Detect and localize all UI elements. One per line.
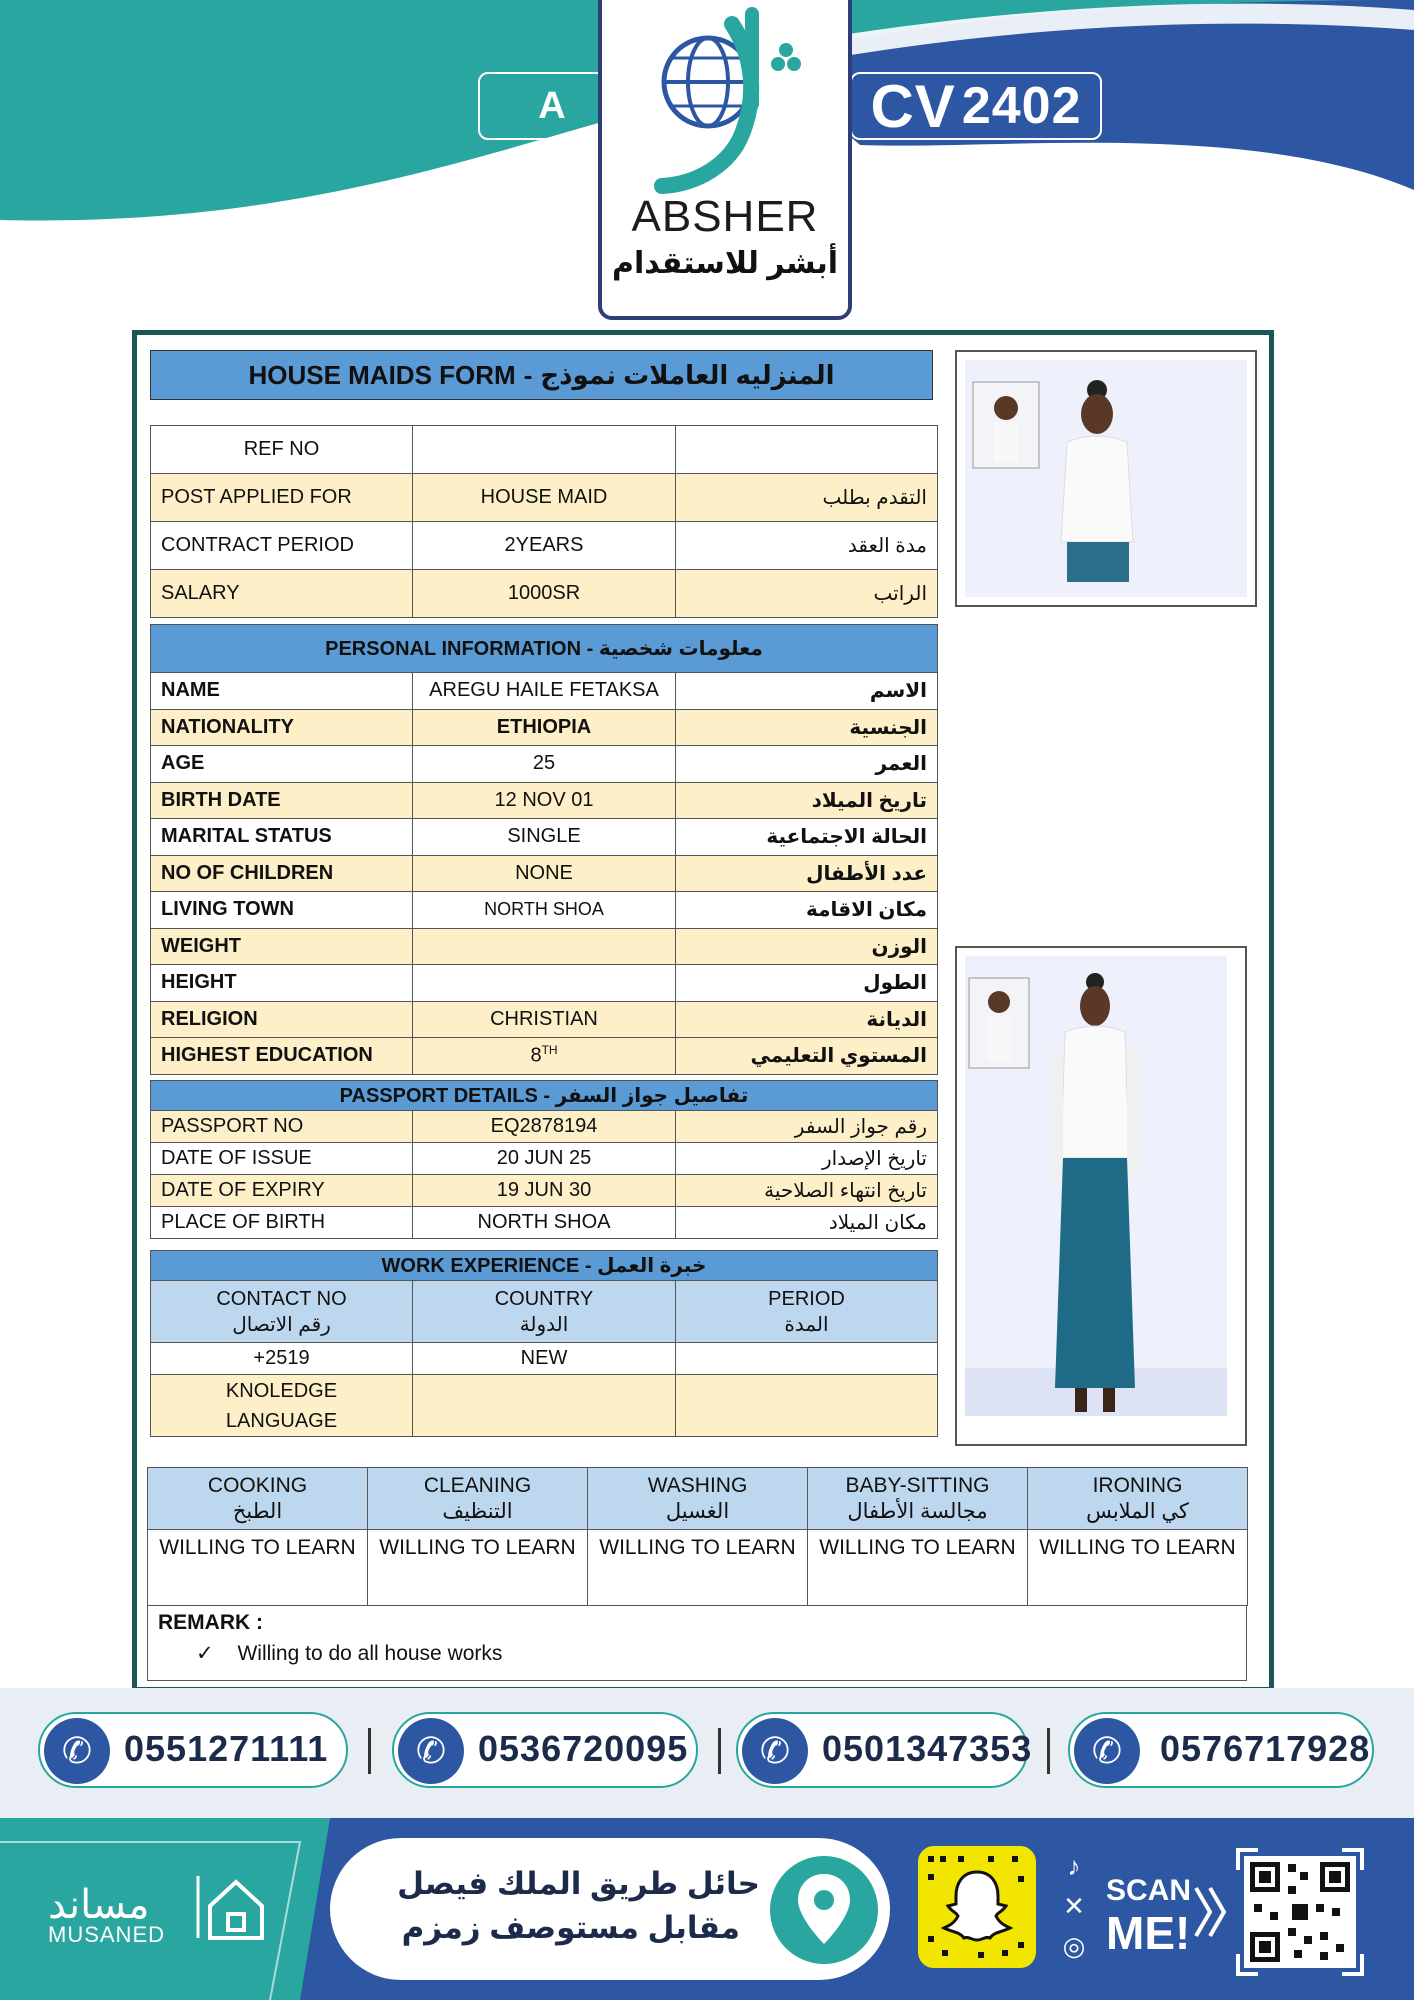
globe-icon: [602, 0, 848, 194]
skill-name-ar: كي الملابس: [1086, 1499, 1189, 1523]
skills-value-row: [148, 1530, 1248, 1606]
address-line-1: حائل طريق الملك فيصل: [397, 1866, 760, 1901]
skills-header-row: [148, 1468, 1248, 1530]
table-row: [151, 1375, 938, 1437]
table-row: [151, 1143, 938, 1175]
field-label-ar: الاسم: [676, 673, 938, 710]
language-value: [413, 1375, 676, 1437]
phone-number: 0536720095: [478, 1728, 689, 1769]
cv-number: 2402: [961, 77, 1082, 135]
address-line-2: مقابل مستوصف زمزم: [401, 1910, 740, 1945]
skill-header: [808, 1468, 1028, 1530]
work-experience-table: [150, 1250, 938, 1437]
field-label: HEIGHT: [151, 965, 413, 1002]
variant-letter: A: [538, 84, 566, 127]
salary-label: SALARY: [151, 570, 413, 618]
table-row: [151, 570, 938, 618]
column-header: [151, 1281, 413, 1343]
field-label: MARITAL STATUS: [151, 819, 413, 856]
tiktok-icon[interactable]: ♪: [1067, 1851, 1081, 1881]
field-value: [413, 1038, 676, 1075]
table-row: [151, 1038, 938, 1075]
field-value: NORTH SHOA: [413, 1207, 676, 1239]
ref-no-ar: [676, 426, 938, 474]
form-title-en: HOUSE MAIDS FORM: [248, 359, 516, 390]
field-label: WEIGHT: [151, 928, 413, 965]
divider: [1047, 1728, 1050, 1774]
table-row: [151, 1111, 938, 1143]
skill-header: [368, 1468, 588, 1530]
instagram-icon[interactable]: ◎: [1062, 1931, 1086, 1961]
field-label-ar: تاريخ انتهاء الصلاحية: [676, 1175, 938, 1207]
post-ar: التقدم بطلب: [676, 474, 938, 522]
skill-value: WILLING TO LEARN: [148, 1530, 368, 1606]
phone-pill[interactable]: [736, 1712, 1033, 1788]
skill-name-en: CLEANING: [423, 1473, 532, 1497]
field-value: NONE: [413, 855, 676, 892]
contract-label: CONTRACT PERIOD: [151, 522, 413, 570]
phone-pill[interactable]: [392, 1712, 698, 1788]
field-label: PASSPORT NO: [151, 1111, 413, 1143]
phone-icon: ✆: [398, 1718, 464, 1784]
education-value: 8: [530, 1045, 542, 1068]
field-value: AREGU HAILE FETAKSA: [413, 673, 676, 710]
field-label: AGE: [151, 746, 413, 783]
skill-name-ar: الطبخ: [232, 1499, 283, 1523]
phone-pill[interactable]: [38, 1712, 348, 1788]
table-row: [151, 1343, 938, 1375]
social-icons: [1056, 1846, 1092, 1966]
field-value: NORTH SHOA: [413, 892, 676, 929]
work-header-en: WORK EXPERIENCE: [381, 1255, 580, 1277]
field-value: 12 NOV 01: [413, 782, 676, 819]
table-row: [151, 782, 938, 819]
skill-header: [1028, 1468, 1248, 1530]
field-label-ar: الجنسية: [676, 709, 938, 746]
contract-value: 2YEARS: [413, 522, 676, 570]
post-label: POST APPLIED FOR: [151, 474, 413, 522]
table-row: [151, 1175, 938, 1207]
phone-icon: ✆: [742, 1718, 808, 1784]
period-value: [676, 1343, 938, 1375]
field-label-ar: مكان الاقامة: [676, 892, 938, 929]
section-header-work: WORK EXPERIENCE - خبرة العمل: [151, 1251, 938, 1281]
ref-no-label: REF NO: [151, 426, 413, 474]
table-row: [151, 1001, 938, 1038]
snapchat-icon[interactable]: [914, 1842, 1040, 1972]
skill-value: WILLING TO LEARN: [368, 1530, 588, 1606]
musaned-logo-arabic: مساند: [48, 1883, 150, 1927]
checkmark-icon: ✓: [196, 1642, 214, 1665]
field-value: SINGLE: [413, 819, 676, 856]
skill-value: WILLING TO LEARN: [1028, 1530, 1248, 1606]
divider: [368, 1728, 371, 1774]
form-title: HOUSE MAIDS FORM - المنزليه العاملات نموذج: [150, 350, 933, 400]
column-header: [413, 1281, 676, 1343]
skill-name-en: COOKING: [207, 1473, 308, 1497]
work-column-headers: [151, 1281, 938, 1343]
salary-ar: الراتب: [676, 570, 938, 618]
column-header: [676, 1281, 938, 1343]
passport-header-en: PASSPORT DETAILS: [339, 1085, 538, 1107]
field-label-ar: الديانة: [676, 1001, 938, 1038]
divider: [718, 1728, 721, 1774]
contact-value: +2519: [151, 1343, 413, 1375]
table-row: [151, 673, 938, 710]
cv-prefix: CV: [870, 72, 956, 140]
skill-name-en: BABY-SITTING: [845, 1473, 990, 1497]
scan-label-bottom: ME!: [1106, 1907, 1191, 1959]
table-row: [151, 522, 938, 570]
ref-no-value: [413, 426, 676, 474]
section-header-personal: PERSONAL INFORMATION - معلومات شخصية: [151, 625, 938, 673]
phone-number: 0576717928: [1160, 1728, 1371, 1769]
personal-header-ar: معلومات شخصية: [598, 638, 763, 660]
remark-item: [196, 1641, 502, 1666]
column-header-ar: المدة: [784, 1313, 829, 1336]
field-label-ar: الحالة الاجتماعية: [676, 819, 938, 856]
table-row: [151, 965, 938, 1002]
field-value: EQ2878194: [413, 1111, 676, 1143]
phone-pill[interactable]: [1068, 1712, 1374, 1788]
top-info-table: [150, 425, 938, 618]
column-header-en: CONTACT NO: [216, 1287, 347, 1310]
logo-latin-text: ABSHER: [631, 192, 819, 241]
phone-icon: ✆: [44, 1718, 110, 1784]
scan-label-top: SCAN: [1106, 1874, 1192, 1907]
skill-name-en: IRONING: [1092, 1473, 1183, 1497]
field-label: BIRTH DATE: [151, 782, 413, 819]
candidate-photo-full: [955, 946, 1247, 1446]
field-label: NATIONALITY: [151, 709, 413, 746]
table-row: [151, 746, 938, 783]
field-value: [413, 965, 676, 1002]
passport-header-ar: تفاصيل جواز السفر: [555, 1085, 749, 1107]
work-header-ar: خبرة العمل: [597, 1255, 707, 1277]
field-value: 19 JUN 30: [413, 1175, 676, 1207]
remark-text: Willing to do all house works: [237, 1642, 503, 1665]
phone-icon: ✆: [1074, 1718, 1140, 1784]
field-label-ar: العمر: [676, 746, 938, 783]
field-value: CHRISTIAN: [413, 1001, 676, 1038]
candidate-photo-top: [955, 350, 1257, 607]
skill-name-en: WASHING: [647, 1473, 748, 1497]
country-value: NEW: [413, 1343, 676, 1375]
field-label-ar: الوزن: [676, 928, 938, 965]
chevron-right-icon: [1192, 1884, 1232, 1940]
remark-section: [147, 1605, 1247, 1681]
field-label: NAME: [151, 673, 413, 710]
field-label: HIGHEST EDUCATION: [151, 1038, 413, 1075]
salary-value: 1000SR: [413, 570, 676, 618]
personal-info-table: [150, 624, 938, 1075]
table-row: [151, 709, 938, 746]
post-value: HOUSE MAID: [413, 474, 676, 522]
musaned-house-icon: [196, 1872, 266, 1942]
skills-table: [147, 1467, 1248, 1606]
table-row: [151, 426, 938, 474]
passport-table: [150, 1080, 938, 1239]
table-row: [151, 819, 938, 856]
language-label: KNOLEDGE LANGUAGE: [151, 1375, 413, 1437]
field-label-ar: مكان الميلاد: [676, 1207, 938, 1239]
field-label-ar: تاريخ الإصدار: [676, 1143, 938, 1175]
field-label-ar: الطول: [676, 965, 938, 1002]
contract-ar: مدة العقد: [676, 522, 938, 570]
qr-code[interactable]: [1244, 1856, 1356, 1968]
field-label-ar: المستوي التعليمي: [676, 1038, 938, 1075]
skill-value: WILLING TO LEARN: [808, 1530, 1028, 1606]
language-extra: [676, 1375, 938, 1437]
skill-header: [148, 1468, 368, 1530]
column-header-ar: رقم الاتصال: [232, 1313, 331, 1336]
field-value: [413, 928, 676, 965]
remark-label: REMARK :: [158, 1611, 263, 1634]
location-pin-icon[interactable]: [770, 1856, 878, 1964]
field-value: 20 JUN 25: [413, 1143, 676, 1175]
personal-header-en: PERSONAL INFORMATION: [325, 638, 582, 660]
musaned-logo-english: MUSANED: [48, 1922, 166, 1947]
field-label: PLACE OF BIRTH: [151, 1207, 413, 1239]
skill-name-ar: التنظيف: [442, 1499, 513, 1523]
table-row: [151, 1207, 938, 1239]
table-row: [151, 474, 938, 522]
field-label: NO OF CHILDREN: [151, 855, 413, 892]
logo-arabic-text: أبشر للاستقدام: [611, 247, 839, 280]
skill-value: WILLING TO LEARN: [588, 1530, 808, 1606]
skill-name-ar: الغسيل: [665, 1499, 730, 1523]
column-header-en: COUNTRY: [494, 1287, 594, 1310]
section-header-passport: PASSPORT DETAILS - تفاصيل جواز السفر: [151, 1081, 938, 1111]
column-header-ar: الدولة: [519, 1313, 569, 1336]
x-icon[interactable]: ✕: [1063, 1891, 1085, 1921]
column-header-en: PERIOD: [768, 1287, 845, 1310]
education-suffix: TH: [541, 1043, 558, 1058]
field-value: 25: [413, 746, 676, 783]
table-row: [151, 892, 938, 929]
field-value: ETHIOPIA: [413, 709, 676, 746]
skill-name-ar: مجالسة الأطفال: [847, 1499, 988, 1523]
phone-number: 0551271111: [124, 1728, 329, 1769]
field-label: DATE OF EXPIRY: [151, 1175, 413, 1207]
form-title-ar: المنزليه العاملات نموذج: [540, 359, 835, 390]
table-row: [151, 855, 938, 892]
phone-number: 0501347353: [822, 1728, 1033, 1769]
table-row: [151, 928, 938, 965]
company-logo: [598, 0, 852, 320]
field-label-ar: رقم جواز السفر: [676, 1111, 938, 1143]
field-label: RELIGION: [151, 1001, 413, 1038]
skill-header: [588, 1468, 808, 1530]
cv-number-box: [850, 72, 1102, 140]
field-label-ar: عدد الأطفال: [676, 855, 938, 892]
field-label-ar: تاريخ الميلاد: [676, 782, 938, 819]
field-label: LIVING TOWN: [151, 892, 413, 929]
field-label: DATE OF ISSUE: [151, 1143, 413, 1175]
